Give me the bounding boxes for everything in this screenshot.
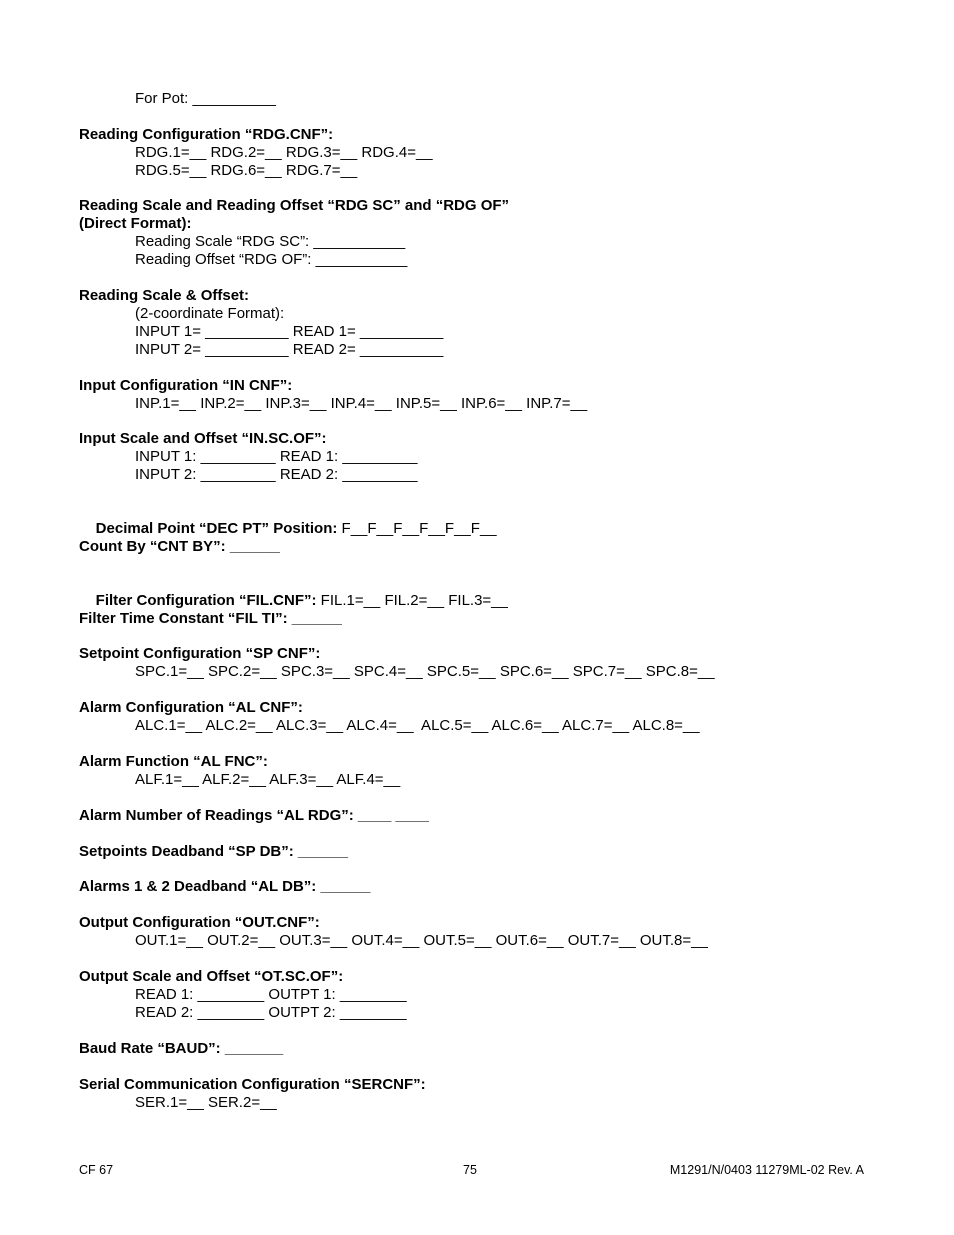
- field-line: (2-coordinate Format):: [135, 305, 285, 322]
- field-line: RDG.5=__ RDG.6=__ RDG.7=__: [135, 162, 358, 179]
- footer-right: M1291/N/0403 11279ML-02 Rev. A: [669, 1163, 864, 1177]
- section-heading: Decimal Point “DEC PT” Position:: [95, 520, 338, 537]
- field-line: RDG.1=__ RDG.2=__ RDG.3=__ RDG.4=__: [135, 144, 433, 161]
- section-heading: Input Scale and Offset “IN.SC.OF”:: [79, 430, 327, 447]
- section-heading: Count By “CNT BY”: ______: [79, 538, 280, 555]
- section-heading: Output Scale and Offset “OT.SC.OF”:: [79, 968, 344, 985]
- section-heading: Alarms 1 & 2 Deadband “AL DB”: ______: [79, 878, 371, 895]
- section-heading: Reading Scale and Reading Offset “RDG SC” and “RDG OF”: [79, 197, 510, 214]
- field-line: SER.1=__ SER.2=__: [135, 1094, 277, 1111]
- field-line: OUT.1=__ OUT.2=__ OUT.3=__ OUT.4=__ OUT.5=__ OUT.6=__ OUT.7=__ OUT.8=__: [135, 932, 708, 949]
- section-heading: (Direct Format):: [79, 215, 192, 232]
- section-heading: Output Configuration “OUT.CNF”:: [79, 914, 320, 931]
- field-line: Reading Scale “RDG SC”: ___________: [135, 233, 406, 250]
- section-heading: Alarm Configuration “AL CNF”:: [79, 699, 303, 716]
- field-line: READ 1: ________ OUTPT 1: ________: [135, 986, 407, 1003]
- section-heading: Serial Communication Configuration “SERCNF”:: [79, 1076, 426, 1093]
- section-heading: Reading Scale & Offset:: [79, 287, 250, 304]
- section-heading: Filter Configuration “FIL.CNF”:: [95, 592, 317, 609]
- section-heading: Input Configuration “IN CNF”:: [79, 377, 293, 394]
- section-heading: Alarm Number of Readings “AL RDG”: ____ ____: [79, 807, 429, 824]
- section-heading: Filter Time Constant “FIL TI”: ______: [79, 610, 342, 627]
- field-line: INPUT 2: _________ READ 2: _________: [135, 466, 418, 483]
- field-line: READ 2: ________ OUTPT 2: ________: [135, 1004, 407, 1021]
- section-heading: Setpoints Deadband “SP DB”: ______: [79, 843, 348, 860]
- field-line: SPC.1=__ SPC.2=__ SPC.3=__ SPC.4=__ SPC.5=__ SPC.6=__ SPC.7=__ SPC.8=__: [135, 663, 715, 680]
- field-line: ALF.1=__ ALF.2=__ ALF.3=__ ALF.4=__: [135, 771, 401, 788]
- pot-line: For Pot: __________: [135, 90, 276, 107]
- section-heading: Alarm Function “AL FNC”:: [79, 753, 268, 770]
- section-heading: Setpoint Configuration “SP CNF”:: [79, 645, 321, 662]
- field-value: FIL.1=__ FIL.2=__ FIL.3=__: [316, 592, 508, 609]
- page-number: 75: [463, 1163, 477, 1177]
- section-heading: Reading Configuration “RDG.CNF”:: [79, 126, 334, 143]
- field-line: INP.1=__ INP.2=__ INP.3=__ INP.4=__ INP.5=__ INP.6=__ INP.7=__: [135, 395, 588, 412]
- section-heading: Baud Rate “BAUD”: _______: [79, 1040, 284, 1057]
- field-value: F__F__F__F__F__F__: [337, 520, 497, 537]
- field-line: INPUT 1: _________ READ 1: _________: [135, 448, 418, 465]
- field-line: INPUT 1= __________ READ 1= __________: [135, 323, 444, 340]
- field-line: Reading Offset “RDG OF”: ___________: [135, 251, 408, 268]
- field-line: ALC.1=__ ALC.2=__ ALC.3=__ ALC.4=__ ALC.5=__ ALC.6=__ ALC.7=__ ALC.8=__: [135, 717, 700, 734]
- footer-left: CF 67: [79, 1163, 114, 1177]
- field-line: INPUT 2= __________ READ 2= __________: [135, 341, 444, 358]
